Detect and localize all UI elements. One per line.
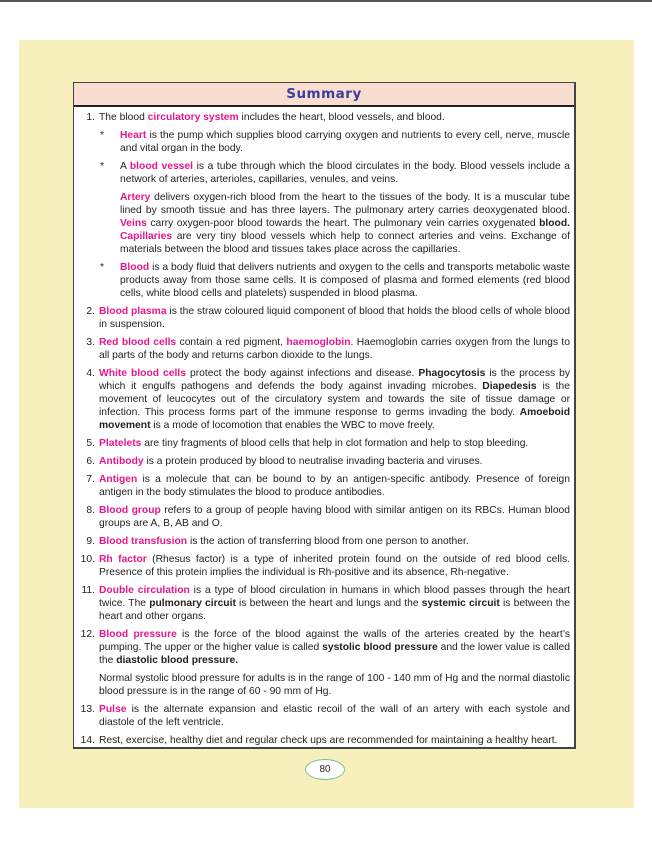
text-run: includes the heart, blood vessels, and blood. (238, 112, 445, 123)
item-number: 8. (86, 505, 95, 516)
text-run: protect the body against infections and disease. (185, 368, 419, 379)
item-text (99, 368, 570, 431)
text-run: are very tiny blood vessels which help to connect arteries and veins. Exchange of materials between the blood and tissues takes place across the capillaries. (120, 231, 570, 255)
text-run: is the force of the blood against the walls of the arteries created by the heart’s pumping. The upper or the higher value is called (99, 629, 570, 653)
list-item (79, 305, 570, 331)
key-term: haemoglobin (286, 337, 351, 348)
list-item (79, 504, 570, 530)
item-text (99, 554, 570, 578)
sub-item-text (120, 161, 570, 185)
key-term: Veins (120, 218, 147, 229)
list-item (79, 703, 570, 729)
summary-list (74, 107, 574, 747)
bullet-star: * (100, 161, 105, 172)
text-run: is a mode of locomotion that enables the WBC to move freely. (150, 420, 435, 431)
top-border (0, 0, 652, 2)
sub-item (79, 672, 570, 698)
text-run: (Rhesus factor) is a type of inherited protein found on the outside of red blood cells. Presence of this protein implies the individual is Rh-positive and its absence, Rh-negative. (99, 554, 570, 578)
key-term: White blood cells (99, 368, 186, 379)
item-number: 12. (80, 629, 95, 640)
text-run: carry oxygen-poor blood towards the heart. The pulmonary vein carries oxygenated (146, 218, 540, 229)
bold-term: systemic circuit (421, 598, 500, 609)
item-text (99, 337, 570, 361)
sub-item (79, 191, 570, 256)
item-number: 11. (81, 585, 95, 596)
key-term: Artery (120, 192, 151, 203)
item-text (99, 629, 570, 666)
item-number: 2. (86, 306, 95, 317)
item-number: 10. (80, 554, 95, 565)
text-run: contain a red pigment, (176, 337, 287, 348)
sub-item-text (120, 262, 570, 299)
bullet-star: * (100, 130, 105, 141)
key-term: Platelets (99, 438, 142, 449)
text-run: is a molecule that can be bound to by an antigen-specific antibody. Presence of foreign antigen in the body stimulates the blood to produce antibodies. (99, 474, 570, 498)
item-text (99, 474, 570, 498)
text-run: refers to a group of people having blood with similar antigen on its RBCs. Human blood groups are A, B, AB and O. (99, 505, 571, 529)
key-term: circulatory system (147, 112, 239, 123)
text-run: and the lower value is called the (99, 642, 570, 666)
key-term: Blood pressure (99, 629, 177, 640)
sub-item (79, 261, 570, 300)
text-run: Rest, exercise, healthy diet and regular check ups are recommended for maintaining a healthy heart. (99, 735, 558, 746)
sub-item (79, 160, 570, 186)
key-term: Red blood cells (99, 337, 177, 348)
text-run: The blood (99, 112, 148, 123)
bold-term: systolic blood pressure (322, 642, 438, 653)
text-run: is a protein produced by blood to neutralise invading bacteria and viruses. (143, 456, 483, 467)
item-text (99, 704, 570, 728)
key-term: Blood (120, 262, 150, 273)
item-text (99, 306, 570, 330)
text-run: Normal systolic blood pressure for adults is in the range of 100 - 140 mm of Hg and the normal diastolic blood pressure is in the range of 60 - 90 mm of Hg. (99, 673, 570, 697)
text-run: is a body fluid that delivers nutrients and oxygen to the cells and transports metabolic waste products away from those same cells. It is composed of plasma and formed elements (red blood cells, white blood cells and platelets) suspended in blood plasma. (120, 262, 570, 299)
item-number: 14. (80, 735, 95, 746)
item-number: 6. (86, 456, 95, 467)
item-number: 4. (86, 368, 95, 379)
bold-term: diastolic blood pressure. (116, 655, 239, 666)
key-term: Antigen (99, 474, 138, 485)
list-item (79, 437, 570, 450)
text-run: is a tube through which the blood circulates in the body. Blood vessels include a network of arteries, arterioles, capillaries, venules, and veins. (120, 161, 570, 185)
bold-term: pulmonary circuit (149, 598, 236, 609)
text-run: A (120, 161, 130, 172)
item-number: 5. (86, 438, 95, 449)
key-term: Blood plasma (99, 306, 167, 317)
key-term: blood vessel (129, 161, 193, 172)
page-number: 80 (305, 759, 345, 780)
text-run: is between the heart and other organs. (99, 598, 571, 622)
sub-item-text (120, 192, 570, 255)
text-run: is the process by which it engulfs pathogens and defends the body against invading microbes. (99, 368, 571, 392)
bold-term: Phagocytosis (418, 368, 486, 379)
text-run: are tiny fragments of blood cells that help in clot formation and help to stop bleeding. (141, 438, 529, 449)
list-item (79, 553, 570, 579)
sub-item-text (120, 130, 570, 154)
key-term: Blood transfusion (99, 536, 188, 547)
bold-term: blood. (539, 218, 570, 229)
list-item (79, 455, 570, 468)
bold-term: Amoeboid movement (99, 407, 570, 431)
text-run: is the straw coloured liquid component of blood that holds the blood cells of whole blood in suspension. (99, 306, 570, 330)
key-term: Rh factor (99, 554, 147, 565)
item-text (99, 536, 469, 547)
list-item (79, 584, 570, 623)
summary-title: Summary (74, 83, 574, 107)
item-text (99, 505, 570, 529)
key-term: Pulse (99, 704, 127, 715)
list-item (79, 367, 570, 432)
bold-term: Diapedesis (482, 381, 537, 392)
key-term: Heart (120, 130, 147, 141)
text-run: is the movement of leucocytes out of the circulatory system and towards the site of tissue damage or infection. This process forms part of the immune response to germs invading the body. (99, 381, 570, 418)
text-run: is the action of transferring blood from one person to another. (187, 536, 469, 547)
text-run: is the pump which supplies blood carrying oxygen and nutrients to every cell, nerve, muscle and vital organ in the body. (120, 130, 570, 154)
text-run: . Haemoglobin carries oxygen from the lungs to all parts of the body and returns carbon dioxide to the lungs. (99, 337, 570, 361)
item-number: 1. (86, 112, 95, 123)
text-run: is a type of blood circulation in humans in which blood passes through the heart twice. The (99, 585, 570, 609)
sub-item (79, 129, 570, 155)
text-run: is the alternate expansion and elastic recoil of the wall of an artery with each systole and diastole of the left ventricle. (99, 704, 570, 728)
item-number: 13. (80, 704, 95, 715)
item-number: 7. (86, 474, 95, 485)
list-item (79, 535, 570, 548)
item-text (99, 735, 557, 746)
item-text (99, 438, 528, 449)
list-item (79, 336, 570, 362)
item-text (99, 112, 445, 123)
item-number: 9. (86, 536, 95, 547)
bullet-star: * (100, 262, 105, 273)
list-item (79, 111, 570, 124)
key-term: Capillaries (120, 231, 173, 242)
key-term: Blood group (99, 505, 161, 516)
item-text (99, 585, 570, 622)
item-number: 3. (86, 337, 95, 348)
sub-item-text (99, 673, 570, 697)
text-run: delivers oxygen-rich blood from the heart to the tissues of the body. It is a muscular tube lined by smooth tissue and has three layers. The pulmonary artery carries deoxygenated blood. (120, 192, 570, 216)
key-term: Antibody (99, 456, 144, 467)
list-item (79, 473, 570, 499)
list-item (79, 734, 570, 747)
text-run: is between the heart and lungs and the (235, 598, 422, 609)
summary-box (73, 82, 576, 749)
key-term: Double circulation (99, 585, 190, 596)
item-text (99, 456, 483, 467)
list-item (79, 628, 570, 667)
